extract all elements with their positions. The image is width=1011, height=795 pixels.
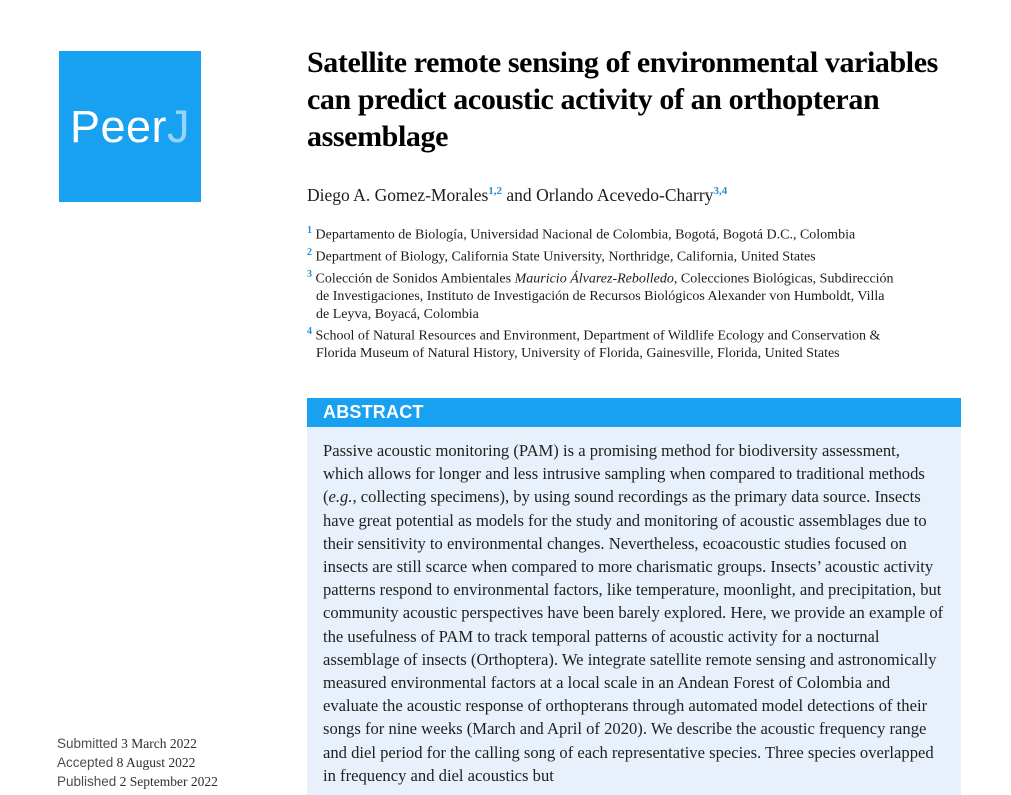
author-separator: and: [502, 184, 537, 205]
affiliation-item: [307, 266, 897, 323]
authors-line: [307, 179, 961, 207]
author-name-1: Diego A. Gomez-Morales: [307, 184, 489, 205]
affiliation-item: [307, 222, 897, 244]
accepted-label: Accepted: [57, 754, 114, 770]
author-sup-2: 3,4: [713, 185, 728, 197]
abstract-text-segment: Passive acoustic monitoring (PAM) is a promising method for biodiversity assessment, which allows for longer and less intrusive sampling when compared to traditional methods (: [323, 440, 925, 507]
article-title: Satellite remote sensing of environmental variables can predict acoustic activity of an orthopteran assemblage: [307, 46, 938, 153]
article-dates: [57, 735, 218, 791]
abstract-section: [307, 398, 961, 795]
affiliation-number: 2: [307, 246, 312, 258]
affiliation-item: [307, 323, 897, 363]
affiliations-list: [307, 222, 897, 363]
published-label: Published: [57, 773, 117, 789]
affiliation-number: 4: [307, 326, 312, 338]
published-value: 2 September 2022: [119, 773, 218, 789]
author-sup-1: 1,2: [488, 185, 503, 197]
abstract-body: [307, 427, 961, 795]
affiliation-number: 3: [307, 269, 312, 281]
peerj-logo: [59, 51, 201, 202]
published-row: [57, 773, 218, 792]
abstract-text-segment: e.g.: [328, 487, 353, 507]
submitted-value: 3 March 2022: [121, 736, 197, 751]
abstract-text-segment: , collecting specimens), by using sound recordings as the primary data source. Insects have great potential as models for the study and monitoring of acoustic assemblages due to their sensitivity to environmental changes. Nevertheless, ecoacoustic studies focused on insects are still scarce when compared to more charismatic groups. Insects’ acoustic activity patterns respond to environmental factors, like temperature, moonlight, and precipitation, but community acoustic perspectives have been barely explored. Here, we provide an example of the usefulness of PAM to track temporal patterns of acoustic activity for a nocturnal assemblage of insects (Orthoptera). We integrate satellite remote sensing and astronomically measured environmental factors at a local scale in an Andean Forest of Colombia and evaluate the acoustic response of orthopterans through automated model detections of their songs for nine weeks (March and April of 2020). We describe the acoustic frequency range and diel period for the calling song of each representative species. Three species overlapped in frequency and diel acoustics but: [323, 487, 944, 785]
submitted-row: [57, 735, 218, 754]
affiliation-text: , Colecciones Biológicas, Subdirección de Investigaciones, Instituto de Investigación de Recursos Biológicos Alexander von Humboldt, Villa de Leyva, Boyacá, Colombia: [316, 271, 894, 322]
affiliation-text: Departamento de Biología, Universidad Nacional de Colombia, Bogotá, Bogotá D.C., Colombia: [315, 227, 856, 243]
affiliation-number: 1: [307, 224, 312, 236]
abstract-heading: ABSTRACT: [307, 398, 961, 427]
author-name-2: Orlando Acevedo-Charry: [536, 184, 714, 205]
affiliation-text: Mauricio Álvarez-Rebolledo: [514, 271, 674, 287]
affiliation-text: Department of Biology, California State University, Northridge, California, United States: [315, 249, 816, 265]
logo-text-peer: Peer: [69, 101, 168, 152]
logo-text-j: J: [167, 101, 191, 152]
accepted-value: 8 August 2022: [116, 754, 196, 770]
affiliation-text: School of Natural Resources and Environment, Department of Wildlife Ecology and Conservation & Florida Museum of Natural History, University of Florida, Gainesville, Florida, United States: [315, 328, 881, 362]
article-content: [307, 44, 961, 795]
accepted-row: [57, 754, 218, 773]
affiliation-item: [307, 244, 897, 266]
submitted-label: Submitted: [57, 736, 118, 751]
affiliation-text: Colección de Sonidos Ambientales: [315, 271, 515, 287]
